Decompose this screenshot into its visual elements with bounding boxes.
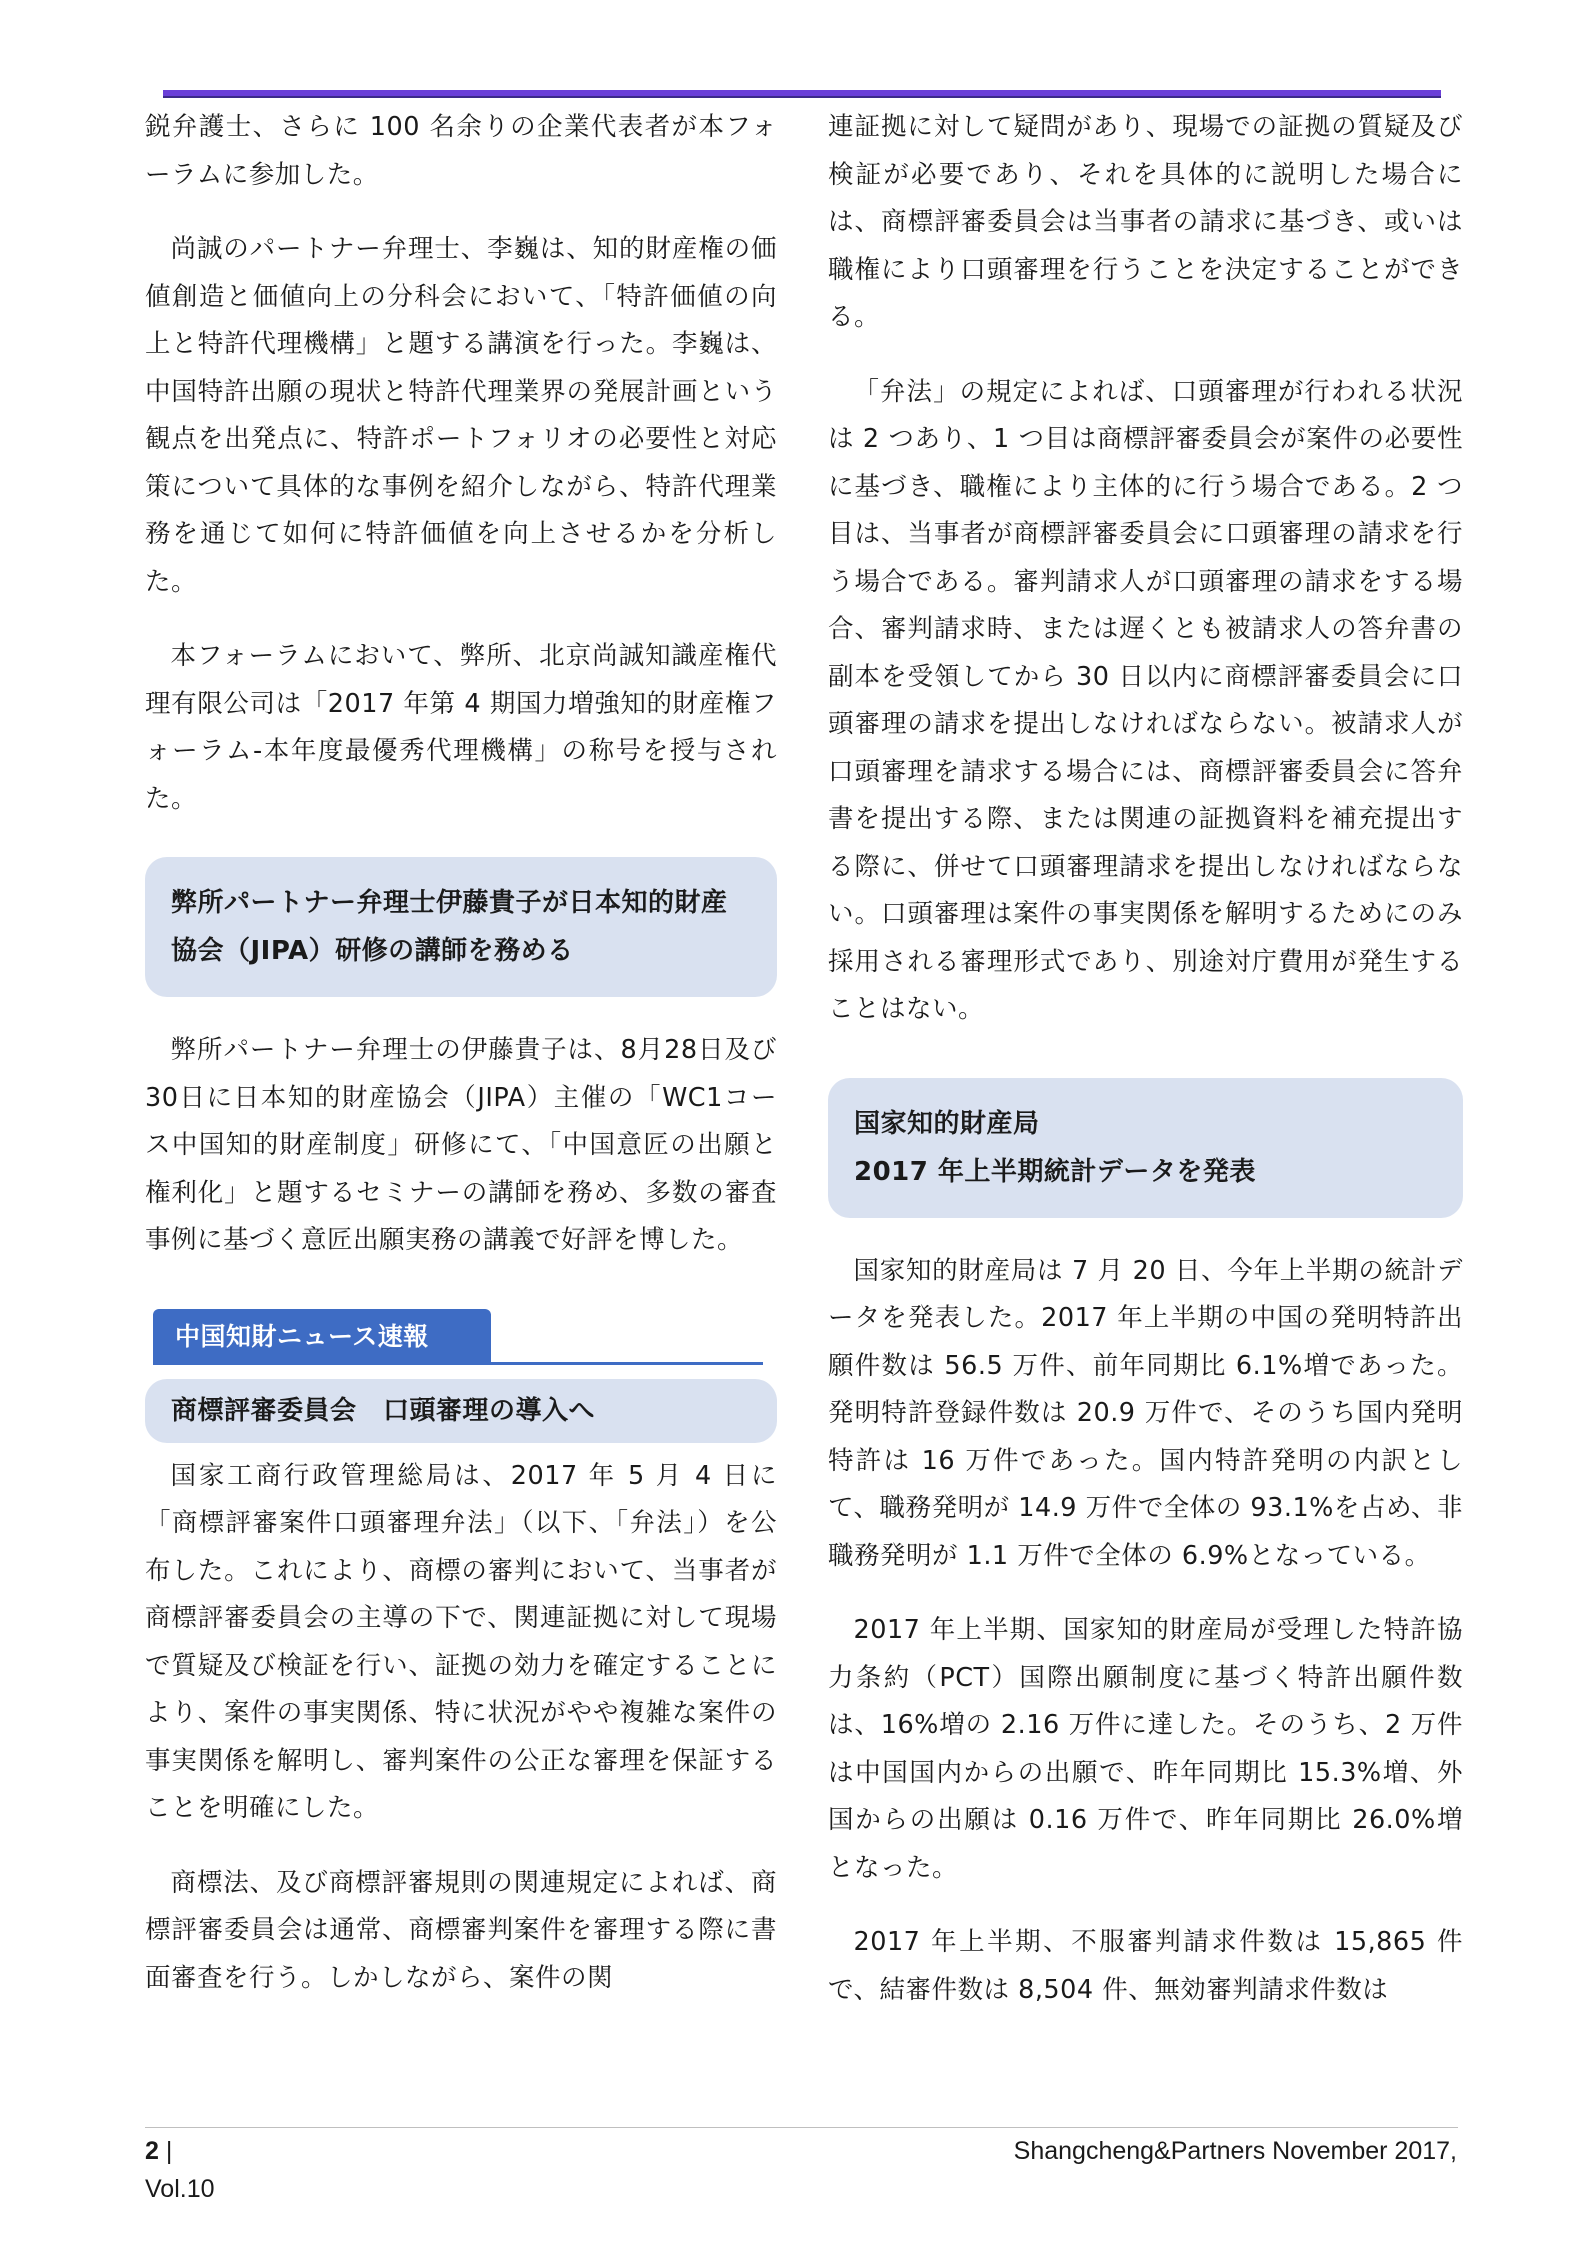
paragraph: 国家知的財産局は 7 月 20 日、今年上半期の統計データを発表した。2017 年上半期の中国の発明特許出願件数は 56.5 万件、前年同期比 6.1%増であった。発明特許登録件数は 20.9 万件で、そのうち国内発明特許は 16 万件であった。国内特許発明の内訳として、職務発明が 14.9 万件で全体の 93.1%を占め、非職務発明が 1.1 万件で全体の 6.9%となっている。: [828, 1255, 1463, 1571]
section-heading-box: [145, 1379, 777, 1443]
news-tab-label: 中国知財ニュース速報: [153, 1309, 491, 1365]
right-column: [828, 104, 1463, 2014]
paragraph: 本フォーラムにおいて、弊所、北京尚誠知識産権代理有限公司は「2017 年第 4 期国力増強知的財産権フォーラム-本年度最優秀代理機構」の称号を授与された。: [145, 641, 777, 814]
paragraph: 「弁法」の規定によれば、口頭審理が行われる状況は 2 つあり、1 つ目は商標評審委員会が案件の必要性に基づき、職権により主体的に行う場合である。2 つ目は、当事者が商標評審委員会に口頭審理の請求を行う場合である。審判請求人が口頭審理の請求をする場合、審判請求時、または遅くとも被請求人の答弁書の副本を受領してから 30 日以内に商標評審委員会に口頭審理の請求を提出しなければならない。被請求人が口頭審理を請求する場合には、商標評審委員会に答弁書を提出する際、または関連の証拠資料を補充提出する際に、併せて口頭審理請求を提出しなければならない。口頭審理は案件の事実関係を解明するためにのみ採用される審理形式であり、別途対庁費用が発生することはない。: [828, 376, 1463, 1024]
paragraph: 国家工商行政管理総局は、2017 年 5 月 4 日に「商標評審案件口頭審理弁法」（以下、「弁法」）を公布した。これにより、商標の審判において、当事者が商標評審委員会の主導の下で、関連証拠に対して現場で質疑及び検証を行い、証拠の効力を確定することにより、案件の事実関係、特に状況がやや複雑な案件の事実関係を解明し、審判案件の公正な審理を保証することを明確にした。: [145, 1460, 777, 1823]
news-tab-underline: [153, 1362, 763, 1365]
publication-label: Shangcheng&Partners November 2017,: [1013, 2137, 1457, 2165]
footer-page-info: [145, 2132, 215, 2208]
paragraph: 尚誠のパートナー弁理士、李巍は、知的財産権の価値創造と価値向上の分科会において、「特許価値の向上と特許代理機構」と題する講演を行った。李巍は、中国特許出願の現状と特許代理業界の発展計画という観点を出発点に、特許ポートフォリオの必要性と対応策について具体的な事例を紹介しながら、特許代理業務を通じて如何に特許価値を向上させるかを分析した。: [145, 234, 777, 597]
section-heading-box: [145, 857, 777, 997]
volume-label: Vol.10: [145, 2175, 215, 2203]
paragraph: 商標法、及び商標評審規則の関連規定によれば、商標評審委員会は通常、商標審判案件を審理する際に書面審査を行う。しかしながら、案件の関: [145, 1867, 777, 1993]
header-rule: [163, 90, 1441, 98]
paragraph: 連証拠に対して疑問があり、現場での証拠の質疑及び検証が必要であり、それを具体的に説明した場合には、商標評審委員会は当事者の請求に基づき、或いは職権により口頭審理を行うことを決定することができる。: [828, 112, 1463, 332]
page-number: 2: [145, 2137, 159, 2165]
section-heading-line-2: 2017 年上半期統計データを発表: [854, 1156, 1256, 1187]
paragraph: 弊所パートナー弁理士の伊藤貴子は、8月28日及び30日に日本知的財産協会（JIPA）主催の「WC1コース中国知的財産制度」研修にて、「中国意匠の出願と権利化」と題するセミナーの講師を務め、多数の審査事例に基づく意匠出願実務の講義で好評を博した。: [145, 1035, 777, 1255]
section-heading: 商標評審委員会 口頭審理の導入へ: [171, 1395, 596, 1426]
section-heading-box: [828, 1078, 1463, 1218]
paragraph: 2017 年上半期、不服審判請求件数は 15,865 件で、結審件数は 8,504 件、無効審判請求件数は: [828, 1927, 1463, 2005]
footer-rule: [145, 2127, 1458, 2128]
section-heading-line-1: 国家知的財産局: [854, 1108, 1040, 1139]
paragraph: 鋭弁護士、さらに 100 名余りの企業代表者が本フォーラムに参加した。: [145, 112, 777, 190]
left-column: [145, 104, 777, 2002]
paragraph: 2017 年上半期、国家知的財産局が受理した特許協力条約（PCT）国際出願制度に基づく特許出願件数は、16%増の 2.16 万件に達した。そのうち、2 万件は中国国内からの出願で、昨年同期比 15.3%増、外国からの出願は 0.16 万件で、昨年同期比 26.0%増となった。: [828, 1615, 1463, 1883]
section-heading: 弊所パートナー弁理士伊藤貴子が日本知的財産協会（JIPA）研修の講師を務める: [171, 888, 728, 966]
news-section-header: [145, 1309, 777, 1365]
footer-separator: |: [165, 2137, 173, 2165]
